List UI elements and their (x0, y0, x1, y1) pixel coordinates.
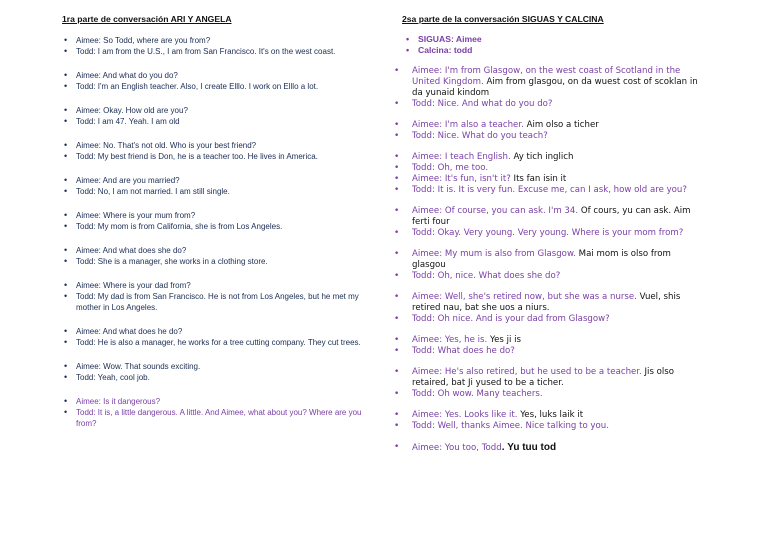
dialogue-line: • Aimee: No. That's not old. Who is your best friend? (62, 140, 362, 151)
dialogue-line (402, 421, 702, 432)
dialogue-line: • Todd: Yeah, cool job. (62, 372, 362, 383)
line-text: Todd: What does he do? (412, 346, 515, 356)
dialogue-group (62, 245, 362, 267)
dialogue-line: • Aimee: And what do you do? (62, 70, 362, 81)
dialogue-line (402, 206, 702, 228)
speaker-list (402, 34, 702, 56)
dialogue-line: • Todd: No, I am not married. I am still single. (62, 186, 362, 197)
translation-text: Aim from glasgou, on da wuest cost of scoklan in da yunaid kindom (412, 77, 698, 98)
line-text: Aimee: You too, Todd (412, 443, 502, 453)
translation-text: Mai mom is olso from glasgou (412, 249, 671, 270)
dialogue-line: • Todd: My dad is from San Francisco. He is not from Los Angeles, but he met my mother in Los Angeles. (62, 291, 362, 313)
line-text: Aimee: It's fun, isn't it? (412, 174, 511, 184)
translation-text: Ay tich inglich (513, 152, 574, 162)
translation-text: Jis olso retaired, bat Ji yused to be a ticher. (412, 367, 675, 388)
line-punctuation: . (501, 442, 505, 453)
dialogue-line (402, 99, 702, 110)
dialogue-group (62, 35, 362, 57)
dialogue-group (402, 410, 702, 432)
dialogue-group (402, 249, 702, 282)
line-text: Todd: Oh nice. And is your dad from Glasgow? (412, 314, 610, 324)
dialogue-line: • Todd: It is, a little dangerous. A little. And Aimee, what about you? Where are you from? (62, 407, 362, 429)
dialogue-line (402, 163, 702, 174)
dialogue-group (402, 292, 702, 325)
left-heading: 1ra parte de conversación ARI Y ANGELA (62, 14, 232, 24)
line-text: Todd: Oh, me too. (412, 163, 489, 173)
line-text: Aimee: Well, she's retired now, but she was a nurse. (412, 292, 637, 302)
dialogue-group (62, 361, 362, 383)
dialogue-line: • Aimee: Where is your dad from? (62, 280, 362, 291)
dialogue-group (402, 442, 702, 454)
right-heading: 2sa parte de la conversación SIGUAS Y CALCINA (402, 14, 604, 24)
line-text: Aimee: Yes, he is. (412, 335, 488, 345)
dialogue-group (402, 367, 702, 400)
dialogue-line (402, 131, 702, 142)
translation-text: Of cours, yu can ask. Aim ferti four (412, 206, 691, 227)
line-text: Aimee: My mum is also from Glasgow. (412, 249, 576, 259)
dialogue-line: • Todd: She is a manager, she works in a clothing store. (62, 256, 362, 267)
dialogue-group (402, 66, 702, 110)
line-text: Aimee: I teach English. (412, 152, 511, 162)
dialogue-line (402, 120, 702, 131)
line-text: Aimee: I'm from Glasgow, on the west coast of Scotland in the United Kingdom. (412, 66, 681, 87)
dialogue-line (402, 249, 702, 271)
dialogue-line: • Aimee: Okay. How old are you? (62, 105, 362, 116)
dialogue-line: • Todd: My mom is from California, she is from Los Angeles. (62, 221, 362, 232)
line-text: Aimee: He's also retired, but he used to be a teacher. (412, 367, 642, 377)
line-text: Todd: It is. It is very fun. Excuse me, can I ask, how old are you? (412, 185, 687, 195)
line-text: Aimee: I'm also a teacher. (412, 120, 524, 130)
translation-text: Vuel, shis retired nau, bat she uos a niurs. (412, 292, 681, 313)
line-text: Todd: Okay. Very young. Very young. Where is your mom from? (412, 228, 684, 238)
dialogue-line (402, 66, 702, 99)
dialogue-line (402, 152, 702, 163)
dialogue-group (402, 120, 702, 142)
left-dialogue (62, 35, 362, 429)
dialogue-line (402, 185, 702, 196)
line-text: Todd: Well, thanks Aimee. Nice talking to you. (412, 421, 609, 431)
dialogue-line (402, 335, 702, 346)
dialogue-group (62, 105, 362, 127)
translation-text: Its fan isin it (513, 174, 567, 184)
translation-text: Yes, luks laik it (520, 410, 584, 420)
line-text: Aimee: Of course, you can ask. I'm 34. (412, 206, 579, 216)
dialogue-line (402, 442, 702, 454)
right-column (402, 14, 702, 464)
dialogue-group (402, 152, 702, 196)
translation-text: Yes ji is (489, 335, 521, 345)
dialogue-group (62, 70, 362, 92)
dialogue-line: • Aimee: And what does he do? (62, 326, 362, 337)
dialogue-line: • Aimee: And are you married? (62, 175, 362, 186)
dialogue-line (402, 228, 702, 239)
dialogue-group (402, 335, 702, 357)
dialogue-line (402, 271, 702, 282)
dialogue-line: • Aimee: Where is your mum from? (62, 210, 362, 221)
translation-text: Yu tuu tod (507, 442, 557, 453)
dialogue-line: • Todd: My best friend is Don, he is a teacher too. He lives in America. (62, 151, 362, 162)
dialogue-group (62, 210, 362, 232)
line-text: Todd: Oh, nice. What does she do? (412, 271, 561, 281)
line-text: Todd: Nice. What do you teach? (412, 131, 548, 141)
dialogue-line: • Todd: I am 47. Yeah. I am old (62, 116, 362, 127)
translation-text: Aim olso a ticher (526, 120, 599, 130)
dialogue-line (402, 314, 702, 325)
line-text: Todd: Oh wow. Many teachers. (412, 389, 543, 399)
dialogue-group (62, 175, 362, 197)
dialogue-line (402, 410, 702, 421)
left-column (62, 14, 362, 442)
dialogue-line (402, 174, 702, 185)
dialogue-line: • Aimee: And what does she do? (62, 245, 362, 256)
dialogue-line (402, 367, 702, 389)
speaker-item: • Calcina: todd (402, 45, 702, 56)
dialogue-line: • Aimee: So Todd, where are you from? (62, 35, 362, 46)
dialogue-line (402, 389, 702, 400)
dialogue-line: • Aimee: Wow. That sounds exciting. (62, 361, 362, 372)
dialogue-group (62, 396, 362, 429)
speaker-item: • SIGUAS: Aimee (402, 34, 702, 45)
dialogue-group (402, 206, 702, 239)
line-text: Todd: Nice. And what do you do? (412, 99, 553, 109)
dialogue-line: • Aimee: Is it dangerous? (62, 396, 362, 407)
dialogue-group (62, 280, 362, 313)
dialogue-line: • Todd: He is also a manager, he works for a tree cutting company. They cut trees. (62, 337, 362, 348)
dialogue-line (402, 292, 702, 314)
dialogue-group (62, 140, 362, 162)
dialogue-line: • Todd: I'm an English teacher. Also, I create Elllo. I work on Elllo a lot. (62, 81, 362, 92)
dialogue-line (402, 346, 702, 357)
line-text: Aimee: Yes. Looks like it. (412, 410, 518, 420)
dialogue-line: • Todd: I am from the U.S., I am from San Francisco. It's on the west coast. (62, 46, 362, 57)
dialogue-group (62, 326, 362, 348)
